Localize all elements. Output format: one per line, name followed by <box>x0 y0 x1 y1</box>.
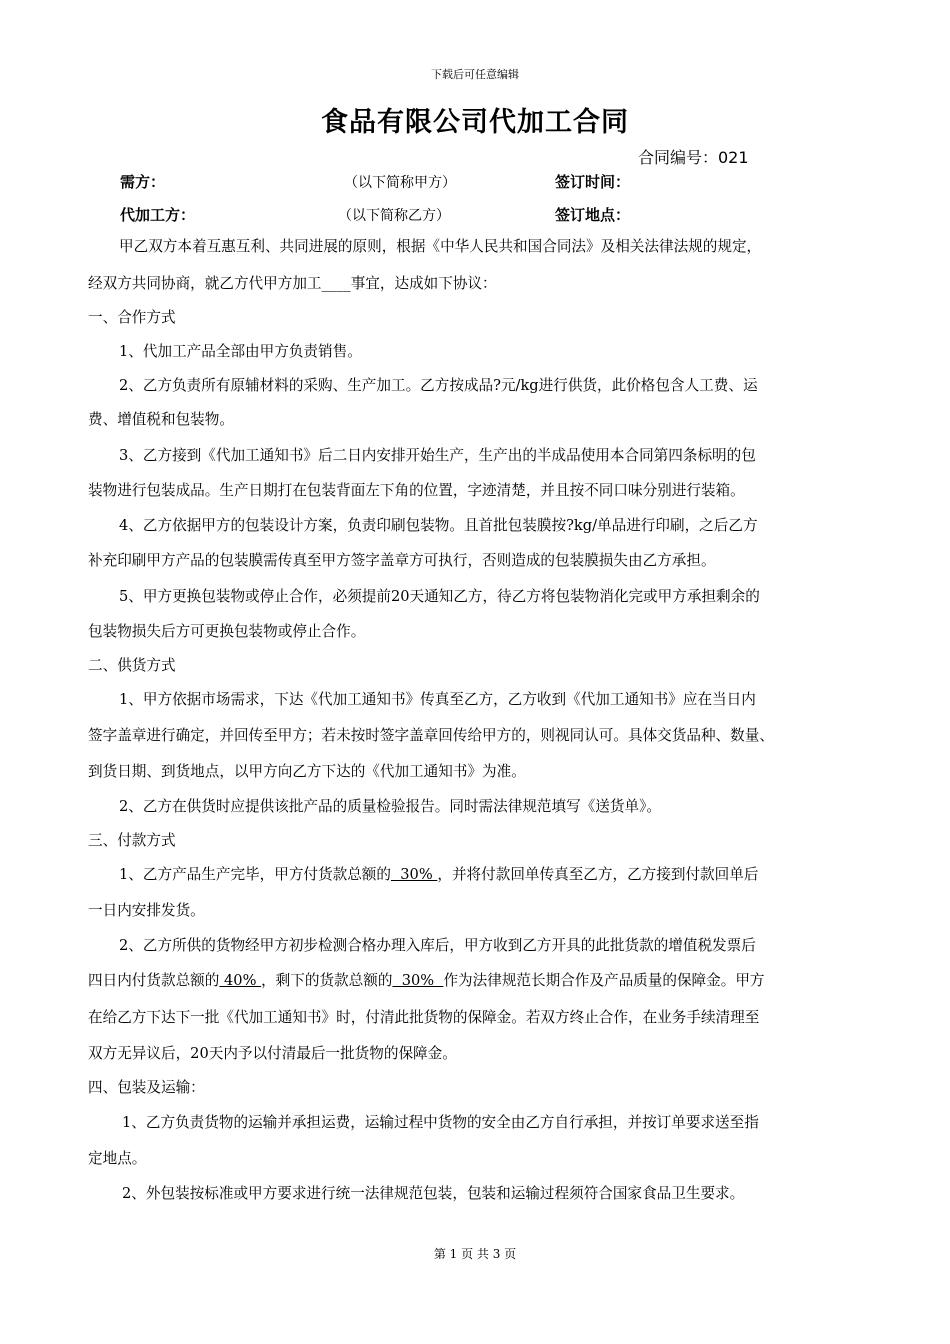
text-run: 1、乙方产品生产完毕，甲方付货款总额的 <box>119 866 391 883</box>
paragraph-line: 2、乙方负责所有原辅材料的采购、生产加工。乙方按成品?元/kg进行供货，此价格包含人工费、运 <box>119 377 758 394</box>
paragraph-line: 2、乙方在供货时应提供该批产品的质量检验报告。同时需法律规范填写《送货单》。 <box>119 798 661 815</box>
page-footer: 第 1 页 共 3 页 <box>433 1247 517 1261</box>
paragraph-line: 到货日期、到货地点，以甲方向乙方下达的《代加工通知书》为准。 <box>88 763 526 780</box>
sign-place-label: 签订地点： <box>555 206 631 224</box>
paragraph-line: 4、乙方依据甲方的包装设计方案，负责印刷包装物。且首批包装膜按?kg/单品进行印刷，之后乙方 <box>119 517 758 534</box>
text-run: ，并将付款回单传真至乙方，乙方接到付款回单后 <box>437 866 759 883</box>
percent-field: 30% <box>390 866 438 883</box>
intro-line: 甲乙双方本着互惠互利、共同进展的原则，根据《中华人民共和国合同法》及相关法律法规的规定， <box>119 238 762 255</box>
section-heading: 二、供货方式 <box>88 657 176 674</box>
contract-number: 合同编号：021 <box>638 148 749 167</box>
intro-line: 经双方共同协商，就乙方代甲方加工____事宜，达成如下协议： <box>88 275 497 292</box>
paragraph-line: 3、乙方接到《代加工通知书》后二日内安排开始生产，生产出的半成品使用本合同第四条标明的包 <box>119 447 756 464</box>
section-heading: 四、包装及运输： <box>88 1079 205 1096</box>
paragraph-line <box>119 865 758 885</box>
percent-field: 40% <box>219 972 262 989</box>
paragraph-line: 一日内安排发货。 <box>88 902 205 919</box>
header-note: 下载后可任意编辑 <box>431 68 519 81</box>
paragraph-line: 1、代加工产品全部由甲方负责销售。 <box>119 343 362 360</box>
text-run: 四日内付货款总额的 <box>88 972 220 989</box>
paragraph-line: 在给乙方下达下一批《代加工通知书》时，付清此批货物的保障金。若双方终止合作，在业务手续清理至 <box>88 1009 760 1026</box>
sign-time-label: 签订时间： <box>555 173 631 191</box>
paragraph-line: 1、甲方依据市场需求，下达《代加工通知书》传真至乙方，乙方收到《代加工通知书》应在当日内 <box>119 691 756 708</box>
paragraph-line: 签字盖章进行确定，并回传至甲方；若未按时签字盖章回传给甲方的，则视同认可。具体交货品种、数量、 <box>88 727 774 744</box>
paragraph-line <box>88 971 765 991</box>
paragraph-line: 2、乙方所供的货物经甲方初步检测合格办理入库后，甲方收到乙方开具的此批货款的增值税发票后 <box>119 937 756 954</box>
paragraph-line: 装物进行包装成品。生产日期打在包装背面左下角的位置，字迹清楚，并且按不同口味分别进行装箱。 <box>88 482 745 499</box>
processor-label: 代加工方： <box>120 206 196 224</box>
paragraph-line: 2、外包装按标准或甲方要求进行统一法律规范包装，包装和运输过程须符合国家食品卫生要求。 <box>122 1185 745 1202</box>
document-title: 食品有限公司代加工合同 <box>321 107 629 138</box>
processor-note: （以下简称乙方） <box>338 208 450 224</box>
paragraph-line: 双方无异议后，20天内予以付清最后一批货物的保障金。 <box>88 1045 457 1062</box>
paragraph-line: 定地点。 <box>88 1150 147 1167</box>
paragraph-line: 补充印刷甲方产品的包装膜需传真至甲方签字盖章方可执行，否则造成的包装膜损失由乙方承担。 <box>88 552 716 569</box>
text-run: ，剩下的货款总额的 <box>261 972 393 989</box>
buyer-label: 需方： <box>120 173 166 191</box>
text-run: 作为法律规范长期合作及产品质量的保障金。甲方 <box>443 972 765 989</box>
section-heading: 三、付款方式 <box>88 832 176 849</box>
buyer-note: （以下简称甲方） <box>344 175 456 191</box>
paragraph-line: 5、甲方更换包装物或停止合作，必须提前20天通知乙方，待乙方将包装物消化完或甲方承担剩余的 <box>119 588 760 605</box>
section-heading: 一、合作方式 <box>88 309 176 326</box>
paragraph-line: 包装物损失后方可更换包装物或停止合作。 <box>88 623 366 640</box>
paragraph-line: 1、乙方负责货物的运输并承担运费，运输过程中货物的安全由乙方自行承担，并按订单要求送至指 <box>122 1114 759 1131</box>
percent-field: 30% <box>392 972 444 989</box>
paragraph-line: 费、增值税和包装物。 <box>88 411 234 428</box>
